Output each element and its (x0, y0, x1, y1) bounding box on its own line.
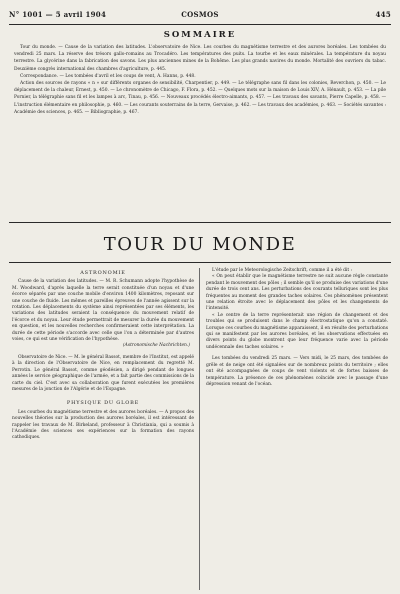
issue-number: N° 1001 — 5 avril 1904 (9, 10, 107, 19)
running-header (9, 10, 391, 22)
left-column (12, 268, 194, 442)
sommaire-paragraph: Tour du monde. — Cause de la variation des latitudes. L'observatoire de Nice. Les courbes du magnétisme terrestre et des aurores boréales. Les tombées du vendredi 25 mars. La réserve des trésors gallo-romains au Trocadéro. Les températures des puits. La tourbe et les eaux minérales. La température du noyau terrestre. La glycérine dans la fabrication des savons. Les plus anciennes mines de la Bohême. Les plus grands navires du monde. Mortalité des ouvriers du tabac. Deuxième congrès international des chambres d'agriculture, p. 445. (14, 45, 386, 72)
right-column (206, 268, 388, 388)
article-paragraph: Observatoire de Nice. — M. le général Bassot, membre de l'Institut, est appelé à la direction de l'Observatoire de Nice, en remplacement du regretté M. Perrotin. Le général Bassot, comme géodésien, a dirigé pendant de longues années le service géographique de l'armée, et a fait partie des commissions de la carte du ciel. C'est avec sa collaboration que furent exécutées les premières mesures de la jonction de l'Algérie et de l'Espagne. (12, 354, 194, 392)
sommaire-title: SOMMAIRE (163, 30, 237, 40)
article-paragraph: Les tombées du vendredi 25 mars. — Vers midi, le 25 mars, des tombées de grêle et de neige ont été signalées sur de nombreux points du territoire ; elles ont été accompagnées de coups de vent violents et de fortes baisses de température. La présence de ces phénomènes coïncide avec le passage d'une dépression venant de l'océan. (206, 356, 388, 387)
article-paragraph: L'étude par le Meteorologische Zeitschrift, comme il a été dit : (212, 268, 352, 273)
header-rule (9, 24, 391, 25)
page-number: 445 (375, 10, 391, 19)
article-paragraph: Cause de la variation des latitudes. — M. R. Schumann adopte l'hypothèse de M. Woodward, d'après laquelle la terre serait constituée d'un noyau et d'une écorce séparés par une couche mobile d'environ 1400 kilomètres, reposant sur une couche de fluide. Les mêmes et pareilles épreuves de l'année agissent sur la rotation. Les déplacements du système ainsi représentées par ses éléments, les variations des latitudes seraient la conséquence du mouvement relatif de l'écorce et du noyau. Leur étude permettrait de mesurer la durée du mouvement en question, et les nouvelles recherches confirmeraient cette interprétation. La durée de cette période s'accorde avec celle que l'on a déterminée par d'autres voies, ce qui est une vérification de l'hypothèse. (12, 279, 194, 343)
article-paragraph: « Le centre de la terre représenterait une région de changement et des troubles qui se produisent dans le champ électrostatique qu'on a constaté. Lorsque ces courbes du magnétisme apparaissent, il en résulte des perturbations qui se manifestent par les aurores boréales, et les observations effectuées en divers points du globe montrent que leur fréquence varie avec la période undécennale des taches solaires. » (206, 312, 388, 350)
section-title: TOUR DU MONDE (103, 234, 297, 255)
sommaire-paragraph: Action des sources de rayons « n » sur différents organes de sensibilité, Charpentier, p. 449. — Le télégraphe sans fil dans les colonies, Reverchon, p. 450. — Le déplacement de la chaleur, Ernest, p. 450. — Le chronomètre de Chicago, F. Flora, p. 452. — Quelques mots sur la maison de Louis XIV, A. Hénault, p. 453. — La pile Pornier, la télégraphie sans fil et les lampes à arc, Tinau, p. 456. — Nouveaux procédés électro-aimants, p. 457. — Les travaux des savants, Pierre Capelle, p. 458. — L'instruction élémentaire en philosophie, p. 460. — Les courants souterrains de la terre, Gervaise, p. 462. — Les travaux des académies, p. 463. — Sociétés savantes : Académie des sciences, p. 465. — Bibliographie, p. 467. (14, 81, 386, 115)
column-divider (199, 268, 200, 590)
article-paragraph: « On peut établir que le magnétisme terrestre ne suit aucune règle constante pendant le mouvement des pôles ; il semble qu'il se produise des variations d'une durée de trois cent ans. Les perturbations des courants telluriques sont les plus fréquentes au moment des grandes taches solaires. Ces phénomènes présentent une relation étroite avec le déplacement des pôles et les changements de l'intensité. (206, 274, 388, 312)
sommaire-paragraph: Correspondance. — Les tombées d'avril et les coups de vent, A. Hanns, p. 448. (20, 73, 196, 79)
sommaire-bottom-rule (9, 222, 391, 223)
title-rule (9, 262, 391, 263)
section-heading: ASTRONOMIE (80, 270, 126, 276)
article-paragraph: Les courbes du magnétisme terrestre et des aurores boréales. — A propos des nouvelles théories sur la production des aurores boréales, il est intéressant de rappeler les travaux de M. Birkeland, professeur à Christiania, qui a soumis à l'Académie des sciences ses expériences sur la formation des rayons cathodiques. (12, 409, 194, 441)
article-source: (Astronomische Nachrichten.) (122, 343, 190, 349)
section-heading: PHYSIQUE DU GLOBE (66, 400, 140, 407)
sommaire-body (14, 44, 386, 116)
magazine-name: COSMOS (181, 10, 219, 19)
